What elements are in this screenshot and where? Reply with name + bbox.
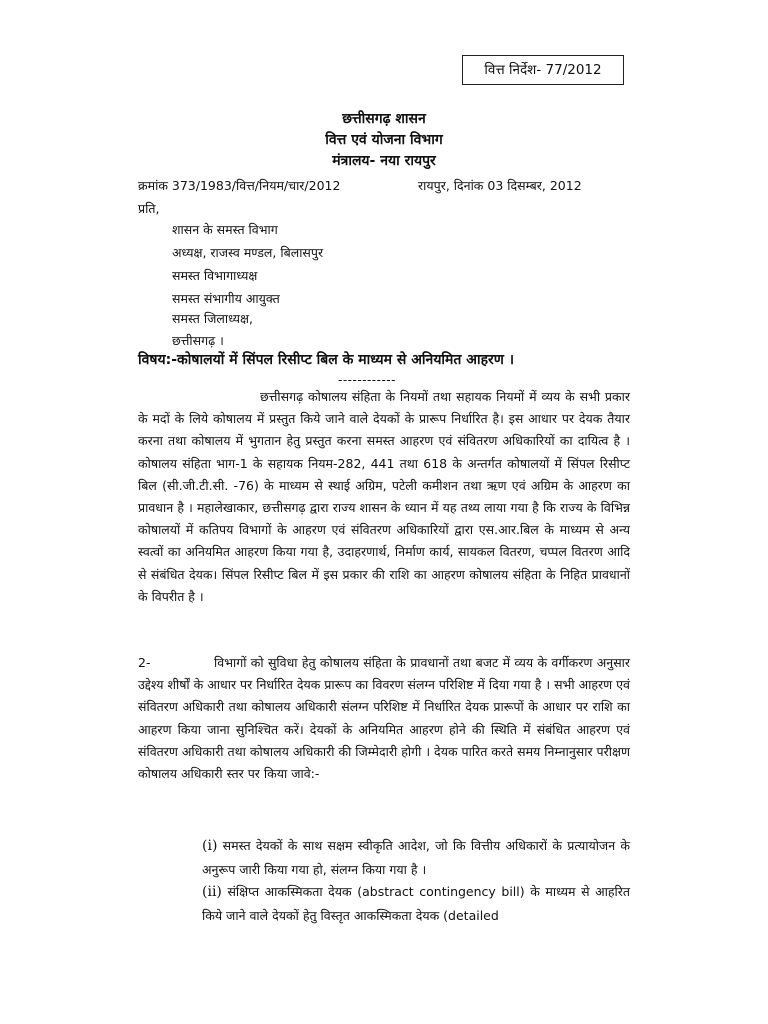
paragraph-2 [138, 652, 630, 785]
ministry-location: मंत्रालय- नया रायपुर [332, 153, 436, 169]
subject-line: विषय:-कोषालयों में सिंपल रिसीप्ट बिल के माध्यम से अनियमित आहरण । [138, 352, 515, 368]
department-name: वित्त एवं योजना विभाग [325, 132, 443, 148]
list-item-number: (ii) [202, 884, 222, 900]
addressee-line: अध्यक्ष, राजस्व मण्डल, बिलासपुर [172, 245, 324, 260]
place-date: रायपुर, दिनांक 03 दिसम्बर, 2012 [418, 178, 582, 193]
paragraph-1 [138, 386, 630, 608]
to-label: प्रति, [138, 201, 160, 216]
list-item [202, 880, 630, 928]
addressee-line: समस्त संभागीय आयुक्त [172, 291, 280, 306]
separator: ------------ [338, 373, 396, 387]
reference-number-box: वित्त निर्देश- 77/2012 [462, 55, 624, 85]
addressee-line: शासन के समस्त विभाग [172, 222, 278, 237]
paragraph-2-text: विभागों को सुविधा हेतु कोषालय संहिता के प्रावधानों तथा बजट में व्यय के वर्गीकरण अनुसार उद्देश्य शीर्षों के आधार पर निर्धारित देयक प्रारूप का विवरण संलग्न परिशिष्ट में दिया गया है । सभी आहरण एवं संवितरण अधिकारी तथा कोषालय अधिकारी संलग्न परिशिष्ट में निर्धारित देयक प्रारूपों के आधार पर राशि का आहरण किया जाना सुनिश्चित करें। देयकों के अनियमित आहरण होने की स्थिति में संबंधित आहरण एवं संवितरण अधिकारी तथा कोषालय अधिकारी की जिम्मेदारी होगी । देयक पारित करते समय निम्नानुसार परीक्षण कोषालय अधिकारी स्तर पर किया जावे:- [138, 655, 630, 782]
memo-number: क्रमांक 373/1983/वित्त/नियम/चार/2012 [138, 178, 341, 193]
list-item-text: समस्त देयकों के साथ सक्षम स्वीकृति आदेश, जो कि वित्तीय अधिकारों के प्रत्यायोजन के अनुरूप जारी किया गया हो, संलग्न किया गया है । [202, 838, 630, 877]
list-item-number: (i) [202, 838, 218, 854]
paragraph-1-text: छत्तीसगढ़ कोषालय संहिता के नियमों तथा सहायक नियमों में व्यय के सभी प्रकार के मदों के लिये कोषालय में प्रस्तुत किये जाने वाले देयकों के प्रारूप निर्धारित है। इस आधार पर देयक तैयार करना तथा कोषालय में भुगतान हेतु प्रस्तुत करना समस्त आहरण एवं संवितरण अधिकारियों का दायित्व है । कोषालय संहिता भाग-1 के सहायक नियम-282, 441 तथा 618 के अन्तर्गत कोषालयों में सिंपल रिसीप्ट बिल (सी.जी.टी.सी. -76) के माध्यम से स्थाई अग्रिम, पटेली कमीशन तथा ऋण एवं अग्रिम के आहरण का प्रावधान है । महालेखाकार, छत्तीसगढ़ द्वारा राज्य शासन के ध्यान में यह तथ्य लाया गया है कि राज्य के विभिन्न कोषालयों में कतिपय विभागों के आहरण एवं संवितरण अधिकारियों द्वारा एस.आर.बिल के माध्यम से अन्य स्वत्वों का अनियमित आहरण किया गया है, उदाहरणार्थ, निर्माण कार्य, सायकल वितरण, चप्पल वितरण आदि से संबंधित देयक। सिंपल रिसीप्ट बिल में इस प्रकार की राशि का आहरण कोषालय संहिता के निहित प्रावधानों के विपरीत है । [138, 389, 630, 604]
addressee-line: समस्त जिलाध्यक्ष, [172, 311, 253, 326]
addressee-line: समस्त विभागाध्यक्ष [172, 268, 258, 283]
paragraph-2-number: 2- [138, 655, 151, 670]
list-item-text: संक्षिप्त आकस्मिकता देयक (abstract contingency bill) के माध्यम से आहरित किये जाने वाले देयकों हेतु विस्तृत आकस्मिकता देयक (detailed [202, 884, 630, 923]
list-item [202, 834, 630, 882]
government-name: छत्तीसगढ़ शासन [342, 111, 426, 127]
addressee-line: छत्तीसगढ़ । [172, 333, 224, 348]
